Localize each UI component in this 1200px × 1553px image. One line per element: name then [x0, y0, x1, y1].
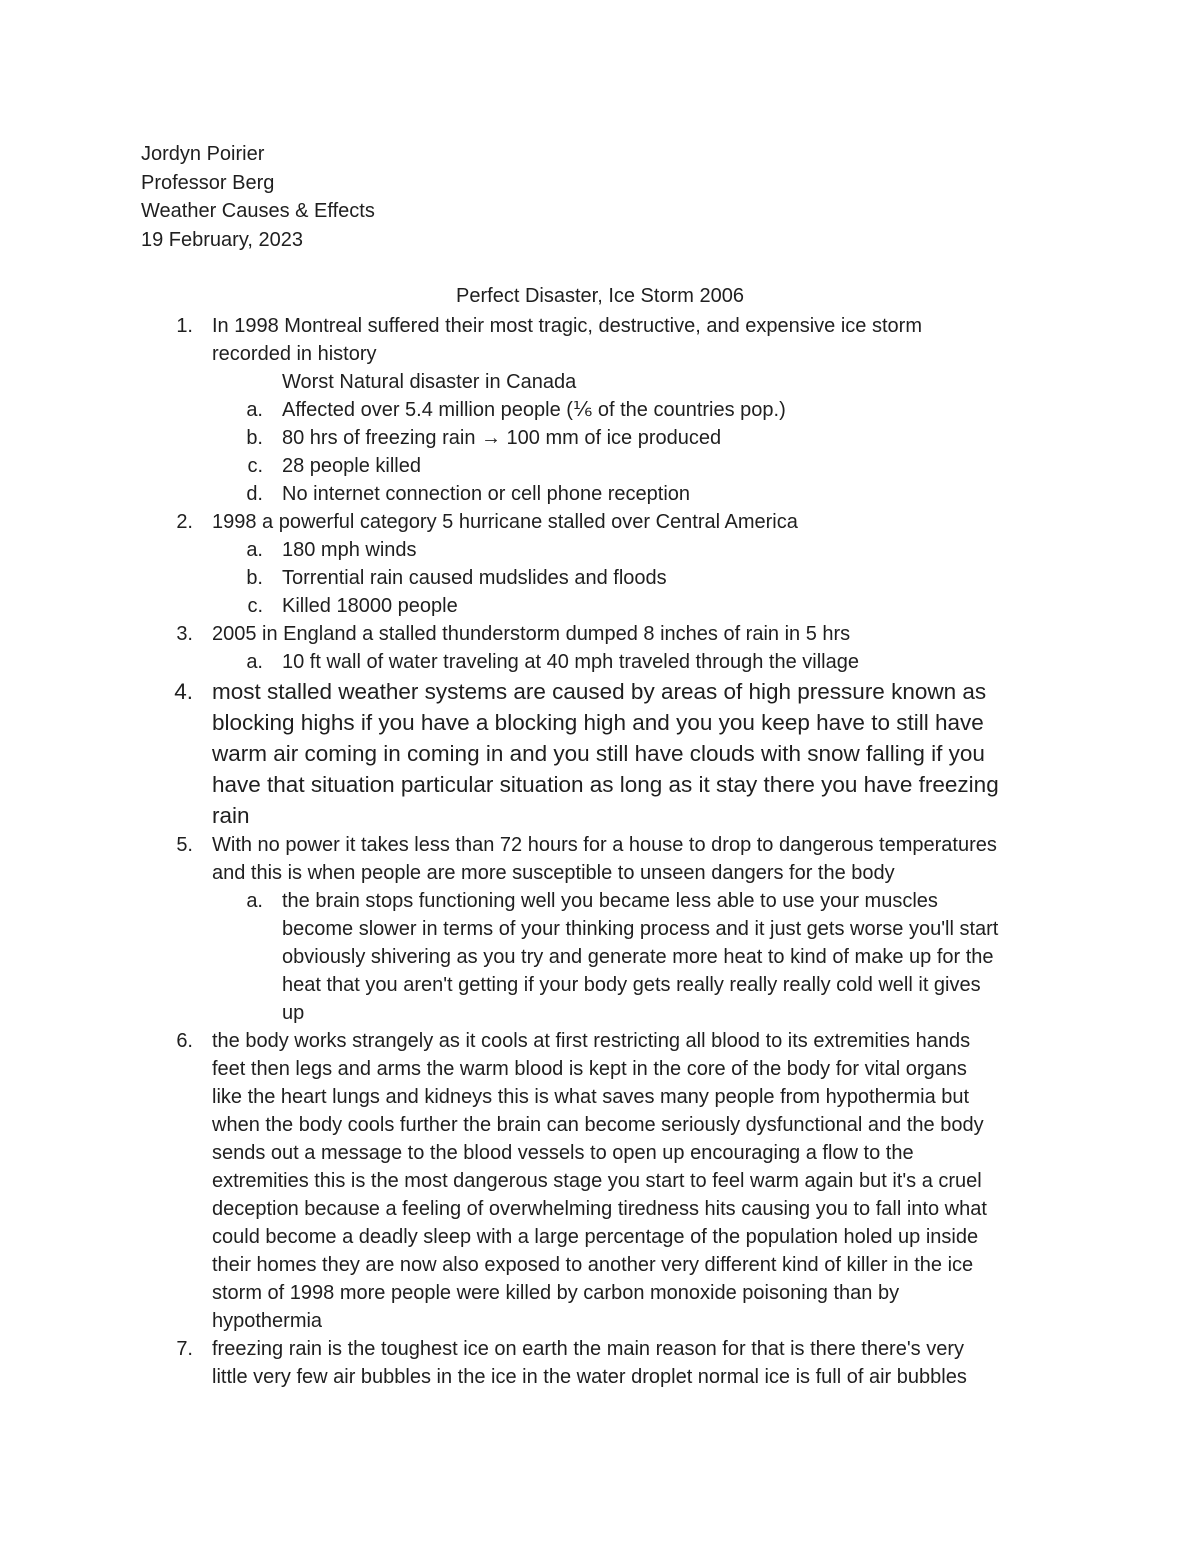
sub-item-text: obviously shivering as you try and generate more heat to kind of make up for the	[282, 946, 994, 968]
sub-item-letter: a.	[246, 399, 263, 421]
sub-item-letter: b.	[246, 427, 263, 449]
list-item-text: the body works strangely as it cools at first restricting all blood to its extremities hands	[212, 1030, 971, 1052]
sub-item-letter: d.	[246, 483, 263, 505]
sub-item-text: No internet connection or cell phone reception	[282, 483, 691, 505]
sub-item-text: up	[282, 1002, 305, 1024]
list-item-text: recorded in history	[212, 343, 377, 365]
sub-item-text: 180 mph winds	[282, 539, 417, 561]
list-item-text: 2005 in England a stalled thunderstorm dumped 8 inches of rain in 5 hrs	[212, 623, 851, 645]
list-item-text: have that situation particular situation as long as it stay there you have freezing	[212, 772, 999, 797]
list-item-text: feet then legs and arms the warm blood is kept in the core of the body for vital organs	[212, 1058, 967, 1080]
list-item-text: could become a deadly sleep with a large percentage of the population holed up inside	[212, 1226, 979, 1248]
list-item-text: In 1998 Montreal suffered their most tragic, destructive, and expensive ice storm	[212, 315, 922, 337]
list-item-number: 6.	[176, 1030, 193, 1052]
list-item-text: when the body cools further the brain can become seriously dysfunctional and the body	[212, 1114, 984, 1136]
list-item-number: 7.	[176, 1338, 193, 1360]
list-item-text: deception because a feeling of overwhelming tiredness hits causing you to fall into what	[212, 1198, 987, 1220]
course-name: Weather Causes & Effects	[141, 200, 375, 222]
list-item-text: With no power it takes less than 72 hours for a house to drop to dangerous temperatures	[212, 834, 997, 856]
sub-item-letter: c.	[247, 455, 263, 477]
list-item-text: blocking highs if you have a blocking high and you you keep have to still have	[212, 710, 984, 735]
list-item-text: like the heart lungs and kidneys this is what saves many people from hypothermia but	[212, 1086, 970, 1108]
list-item-text: hypothermia	[212, 1310, 323, 1332]
list-item-text: warm air coming in coming in and you still have clouds with snow falling if you	[212, 741, 985, 766]
list-item-number: 3.	[176, 623, 193, 645]
list-item-text: sends out a message to the blood vessels to open up encouraging a flow to the	[212, 1142, 914, 1164]
list-item-text: extremities this is the most dangerous stage you start to feel warm again but it's a cruel	[212, 1170, 982, 1192]
sub-item-letter: a.	[246, 651, 263, 673]
list-item-number: 5.	[176, 834, 193, 856]
sub-item-text: Torrential rain caused mudslides and floods	[282, 567, 667, 589]
sub-item-letter: a.	[246, 539, 263, 561]
author-name: Jordyn Poirier	[141, 143, 265, 165]
sub-item-letter: c.	[247, 595, 263, 617]
list-item-text: rain	[212, 803, 250, 828]
list-item-text: storm of 1998 more people were killed by carbon monoxide poisoning than by	[212, 1282, 900, 1304]
sub-item-letter: b.	[246, 567, 263, 589]
list-item-number: 4.	[174, 679, 193, 704]
sub-item-text: 80 hrs of freezing rain → 100 mm of ice produced	[282, 427, 722, 449]
list-item-text: 1998 a powerful category 5 hurricane stalled over Central America	[212, 511, 798, 533]
list-item-number: 2.	[176, 511, 193, 533]
sub-item-letter: a.	[246, 890, 263, 912]
sub-item-text: become slower in terms of your thinking process and it just gets worse you'll start	[282, 918, 999, 940]
list-item-text: freezing rain is the toughest ice on earth the main reason for that is there there's very	[212, 1338, 965, 1360]
list-item-text: most stalled weather systems are caused by areas of high pressure known as	[212, 679, 987, 704]
professor-name: Professor Berg	[141, 172, 275, 194]
sub-item-text: 28 people killed	[282, 455, 421, 477]
sub-item-text: Killed 18000 people	[282, 595, 458, 617]
list-item-text: and this is when people are more susceptible to unseen dangers for the body	[212, 862, 895, 884]
list-item-note: Worst Natural disaster in Canada	[282, 371, 577, 393]
list-item-text: little very few air bubbles in the ice in the water droplet normal ice is full of air bubbles	[212, 1366, 967, 1388]
sub-item-text: the brain stops functioning well you became less able to use your muscles	[282, 890, 938, 912]
sub-item-text: Affected over 5.4 million people (⅙ of the countries pop.)	[282, 399, 786, 421]
list-item-number: 1.	[176, 315, 193, 337]
sub-item-text: heat that you aren't getting if your body gets really really really cold well it gives	[282, 974, 981, 996]
sub-item-text: 10 ft wall of water traveling at 40 mph traveled through the village	[282, 651, 859, 673]
list-item-text: their homes they are now also exposed to another very different kind of killer in the ice	[212, 1254, 974, 1276]
document-date: 19 February, 2023	[141, 229, 303, 251]
document-title: Perfect Disaster, Ice Storm 2006	[456, 285, 744, 307]
